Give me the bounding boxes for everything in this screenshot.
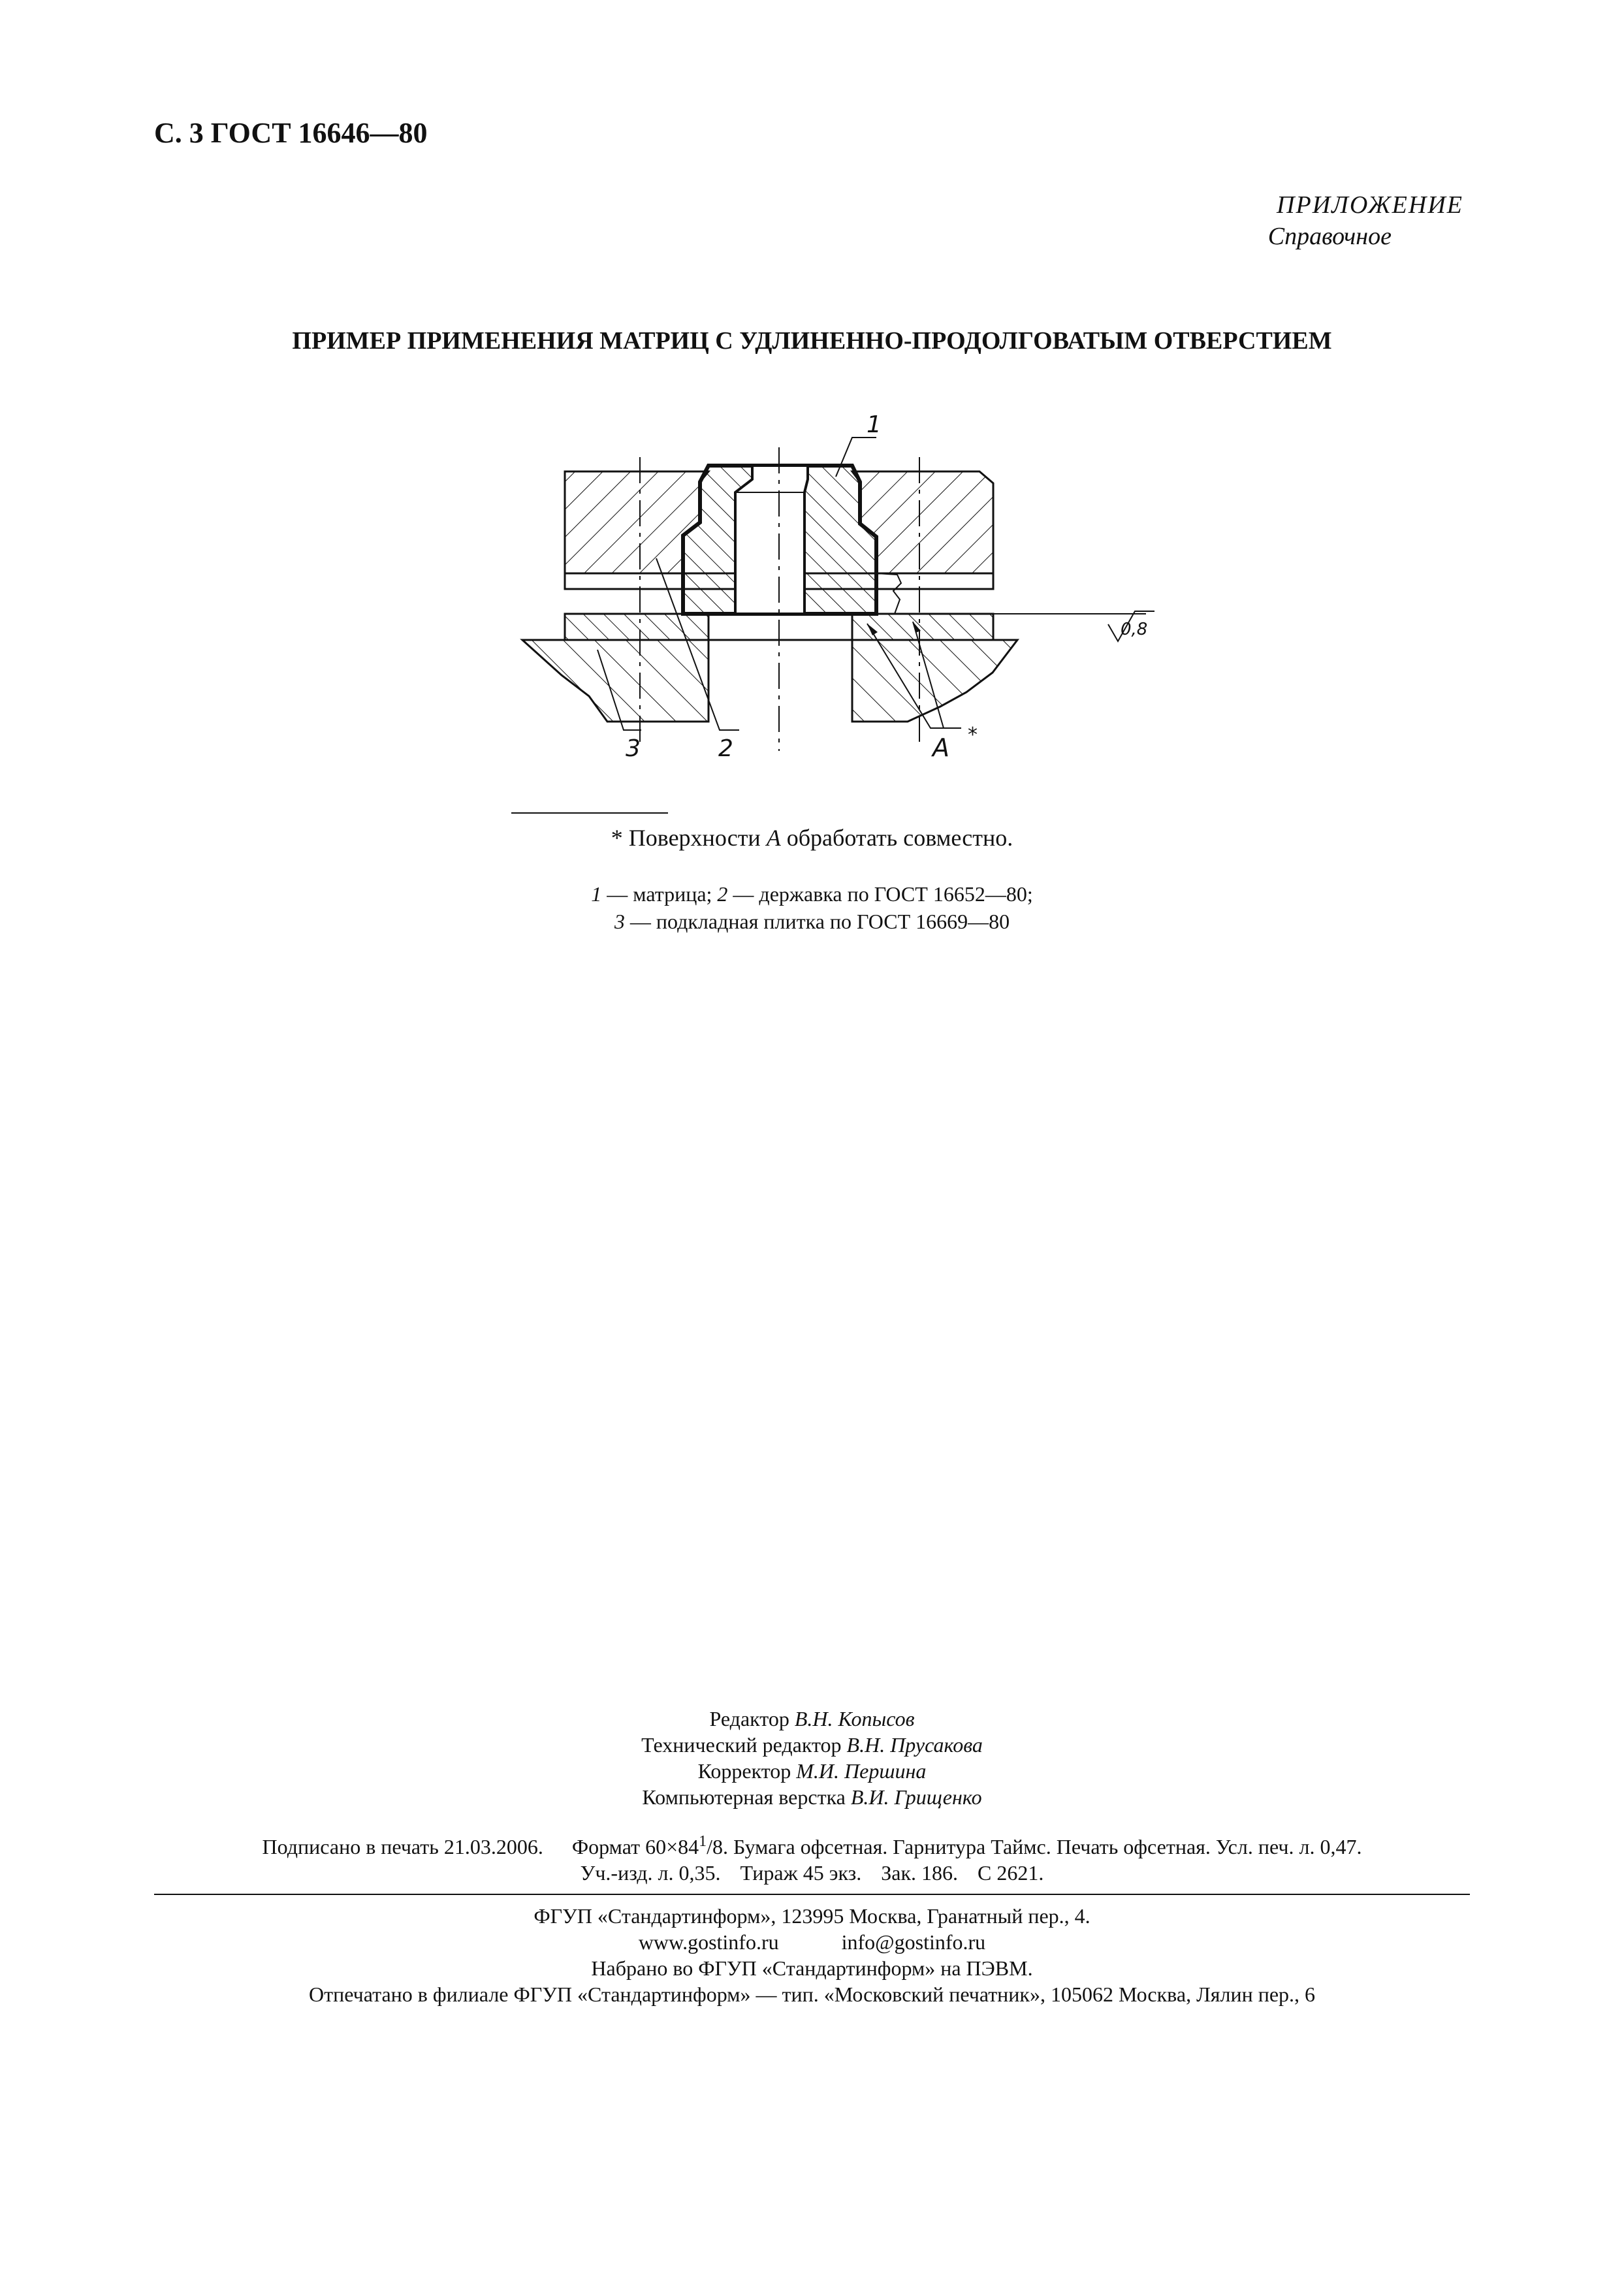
legend-line-2: [0, 908, 1624, 935]
publisher-address: ФГУП «Стандартинформ», 123995 Москва, Гранатный пер., 4.: [533, 1904, 1091, 1928]
footnote-mark: *: [611, 825, 623, 851]
svg-text:*: *: [968, 724, 978, 746]
page-header: С. 3 ГОСТ 16646—80: [154, 117, 428, 149]
credit-role: Корректор: [697, 1759, 791, 1783]
legend-text-2: — державка по ГОСТ 16652—80;: [733, 882, 1033, 906]
appendix-title: ПРИЛОЖЕНИЕ: [1277, 191, 1463, 219]
imprint-line-1: [154, 1834, 1470, 1860]
imprint-circulation: Тираж 45 экз.: [740, 1861, 862, 1885]
credit-person: В.Н. Прусакова: [846, 1733, 983, 1757]
credit-role: Технический редактор: [641, 1733, 842, 1757]
backing-plate: [565, 614, 1146, 640]
footnote-text-2: обработать совместно.: [786, 825, 1013, 851]
legend-text-3: — подкладная плитка по ГОСТ 16669—80: [629, 910, 1010, 933]
credits: [0, 1706, 1624, 1810]
appendix-label: [1268, 189, 1463, 252]
publisher-website: www.gostinfo.ru: [638, 1930, 779, 1954]
footnote-rule: [511, 812, 668, 814]
imprint-edition: Уч.-изд. л. 0,35.: [580, 1861, 721, 1885]
credit-role: Компьютерная верстка: [642, 1785, 846, 1809]
svg-text:1: 1: [867, 411, 882, 438]
legend-num-2: 2: [717, 882, 728, 906]
publisher-printed: Отпечатано в филиале ФГУП «Стандартинформ» — тип. «Московский печатник», 105062 Москва, Лялин пер., 6: [308, 1983, 1316, 2006]
legend-line-1: [0, 880, 1624, 908]
technical-drawing: [509, 398, 1162, 777]
svg-text:3: 3: [626, 735, 641, 762]
imprint-line-2: [154, 1860, 1470, 1886]
publisher-typeset: Набрано во ФГУП «Стандартинформ» на ПЭВМ.: [591, 1956, 1033, 1980]
appendix-type: Справочное: [1267, 223, 1392, 250]
credit-person: В.Н. Копысов: [794, 1707, 915, 1730]
credit-person: М.И. Першина: [796, 1759, 927, 1783]
footnote: [0, 824, 1624, 852]
credit-person: В.И. Грищенко: [850, 1785, 982, 1809]
credit-role: Редактор: [709, 1707, 789, 1730]
imprint-rule: [154, 1894, 1470, 1895]
imprint-code: С 2621.: [977, 1861, 1044, 1885]
legend-text-1: — матрица;: [607, 882, 712, 906]
publisher: [154, 1903, 1470, 2007]
svg-text:0,8: 0,8: [1121, 620, 1148, 639]
publisher-email: info@gostinfo.ru: [841, 1930, 986, 1954]
legend-num-1: 1: [591, 882, 602, 906]
footnote-surface: А: [766, 825, 781, 851]
svg-text:2: 2: [718, 735, 733, 762]
svg-text:А: А: [932, 733, 949, 762]
credit-proofreader: [0, 1758, 1624, 1784]
page-title: ПРИМЕР ПРИМЕНЕНИЯ МАТРИЦ С УДЛИНЕННО-ПРОДОЛГОВАТЫМ ОТВЕРСТИЕМ: [292, 327, 1332, 355]
publisher-contacts: [154, 1929, 1470, 1955]
imprint-format: Формат $60\times 84^1/8$.: [571, 1833, 728, 1858]
imprint-signed: Подписано в печать 21.03.2006.: [262, 1835, 543, 1858]
footnote-text: Поверхности: [628, 825, 761, 851]
imprint-order: Зак. 186.: [881, 1861, 958, 1885]
credit-layout: [0, 1784, 1624, 1810]
roughness-symbol: [1108, 611, 1154, 641]
credit-tech-editor: [0, 1732, 1624, 1758]
bolster: [522, 640, 1017, 722]
imprint: [154, 1834, 1470, 1886]
imprint-paper: Бумага офсетная. Гарнитура Таймс. Печать офсетная. Усл. печ. л. 0,47.: [733, 1835, 1362, 1858]
legend-num-3: 3: [614, 910, 625, 933]
legend: [0, 880, 1624, 935]
credit-editor: [0, 1706, 1624, 1732]
